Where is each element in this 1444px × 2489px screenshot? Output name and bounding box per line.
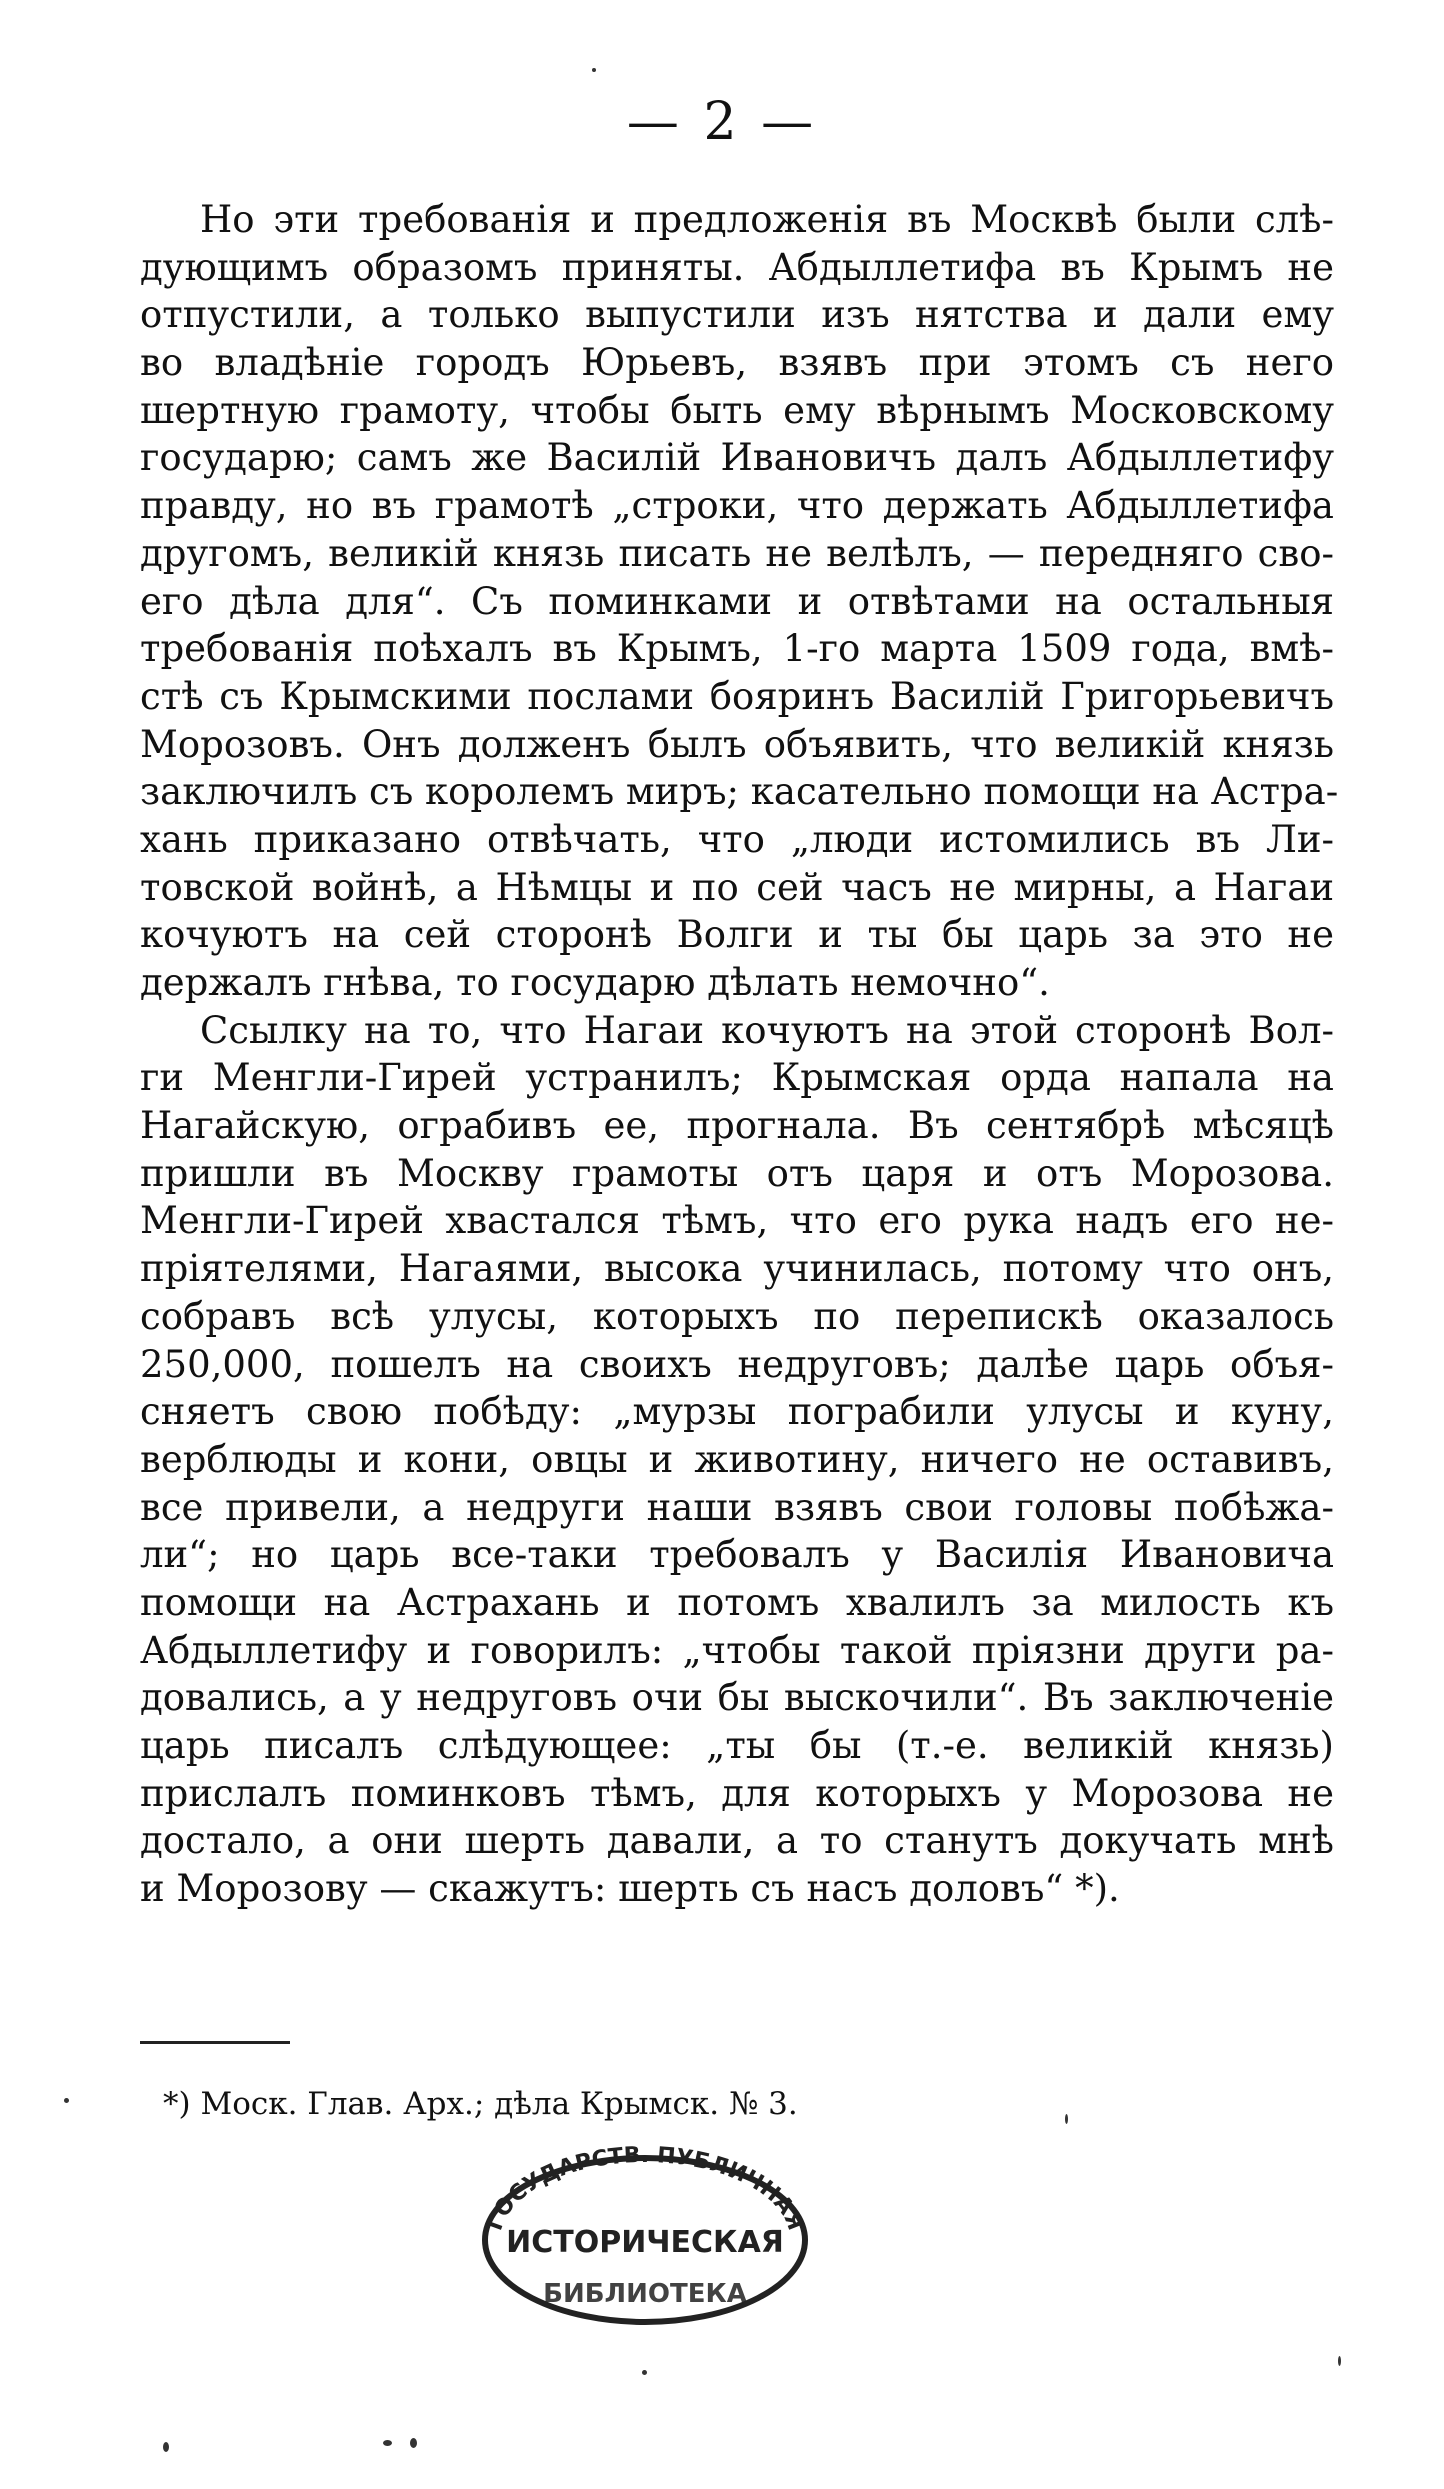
- text-line: заключилъ съ королемъ миръ; касательно помощи на Астра-: [140, 770, 1339, 814]
- ink-speck: [410, 2438, 417, 2448]
- text-line: стѣ съ Крымскими послами бояринъ Василій Григорьевичъ: [140, 674, 1334, 718]
- text-line: все привели, а недруги наши взявъ свои головы побѣжа-: [140, 1485, 1334, 1529]
- text-line: другомъ, великій князь писать не велѣлъ, — передняго сво-: [140, 531, 1334, 575]
- text-line: требованія поѣхалъ въ Крымъ, 1-го марта 1509 года, вмѣ-: [140, 627, 1334, 671]
- text-line: пріятелями, Нагаями, высока учинилась, потому что онъ,: [140, 1247, 1334, 1291]
- text-line: дующимъ образомъ приняты. Абдыллетифа въ Крымъ не: [140, 245, 1334, 289]
- library-stamp: [470, 2140, 820, 2330]
- ink-speck: [163, 2442, 169, 2452]
- footnote: *) Моск. Глав. Арх.; дѣла Крымск. № 3.: [163, 2086, 798, 2122]
- ink-speck: [1338, 2356, 1341, 2366]
- text-line: отпустили, а только выпустили изъ нятства и дали ему: [140, 293, 1334, 337]
- text-line: товской войнѣ, а Нѣмцы и по сей часъ не мирны, а Нагаи: [140, 865, 1334, 909]
- text-line: Ссылку на то, что Нагаи кочуютъ на этой сторонѣ Вол-: [200, 1008, 1334, 1052]
- text-line: Морозовъ. Онъ долженъ былъ объявить, что великій князь: [140, 722, 1334, 766]
- text-line: государю; самъ же Василій Ивановичъ далъ Абдыллетифу: [140, 436, 1334, 480]
- text-line: прислалъ поминковъ тѣмъ, для которыхъ у Морозова не: [140, 1771, 1334, 1815]
- text-line: хань приказано отвѣчать, что „люди истомились въ Ли-: [140, 817, 1334, 861]
- text-line: ги Менгли-Гирей устранилъ; Крымская орда напала на: [140, 1056, 1334, 1100]
- text-line: царь писалъ слѣдующее: „ты бы (т.-е. великій князь): [140, 1724, 1334, 1767]
- text-line: верблюды и кони, овцы и животину, ничего не оставивъ,: [140, 1437, 1334, 1481]
- text-line: ли“; но царь все-таки требовалъ у Василія Ивановича: [140, 1533, 1334, 1577]
- text-line: шертную грамоту, чтобы быть ему вѣрнымъ Московскому: [140, 388, 1334, 432]
- paragraph-1: [140, 196, 1339, 1007]
- text-line: держалъ гнѣва, то государю дѣлать немочно“.: [140, 961, 1050, 1004]
- text-line: собравъ всѣ улусы, которыхъ по перепискѣ оказалось: [140, 1294, 1334, 1338]
- text-line: и Морозову — скажутъ: шерть съ насъ доловъ“ *).: [140, 1867, 1120, 1911]
- text-line: довались, а у недруговъ очи бы выскочили“. Въ заключеніе: [140, 1676, 1334, 1720]
- stamp-middle-text: ИСТОРИЧЕСКАЯ: [506, 2225, 784, 2260]
- text-line: 250,000, пошелъ на своихъ недруговъ; далѣе царь объя-: [140, 1342, 1334, 1386]
- text-line: Нагайскую, ограбивъ ее, прогнала. Въ сентябрѣ мѣсяцѣ: [140, 1104, 1334, 1148]
- text-line: Менгли-Гирей хвастался тѣмъ, что его рука надъ его не-: [140, 1199, 1334, 1243]
- page-number: — 2 —: [626, 92, 818, 152]
- ink-speck: [383, 2440, 392, 2446]
- text-line: помощи на Астрахань и потомъ хвалилъ за милость къ: [140, 1580, 1334, 1624]
- text-line: пришли въ Москву грамоты отъ царя и отъ Морозова.: [140, 1151, 1334, 1195]
- text-line: правду, но въ грамотѣ „строки, что держать Абдыллетифа: [140, 484, 1334, 528]
- stamp-top-text: ГОСУДАРСТВ. ПУБЛИЧНАЯ: [482, 2142, 808, 2234]
- ink-speck: [592, 68, 596, 72]
- ink-speck: [642, 2370, 647, 2375]
- text-line: его дѣла для“. Съ поминками и отвѣтами на остальныя: [140, 579, 1334, 623]
- body-text: [140, 196, 1339, 1913]
- text-line: кочуютъ на сей сторонѣ Волги и ты бы царь за это не: [140, 913, 1334, 957]
- text-line: во владѣніе городъ Юрьевъ, взявъ при этомъ съ него: [140, 341, 1334, 385]
- footnote-divider: [140, 2041, 290, 2044]
- text-line: Абдыллетифу и говорилъ: „чтобы такой пріязни други ра-: [140, 1628, 1334, 1672]
- text-line: сняетъ свою побѣду: „мурзы пограбили улусы и куну,: [140, 1390, 1334, 1434]
- text-line: Но эти требованія и предложенія въ Москвѣ были слѣ-: [200, 198, 1334, 241]
- ink-speck: [1065, 2114, 1068, 2124]
- text-line: достало, а они шерть давали, а то станутъ докучать мнѣ: [140, 1819, 1334, 1863]
- ink-speck: [64, 2098, 69, 2103]
- stamp-bottom-text: БИБЛИОТЕКА: [543, 2279, 747, 2309]
- paragraph-2: [140, 1007, 1334, 1913]
